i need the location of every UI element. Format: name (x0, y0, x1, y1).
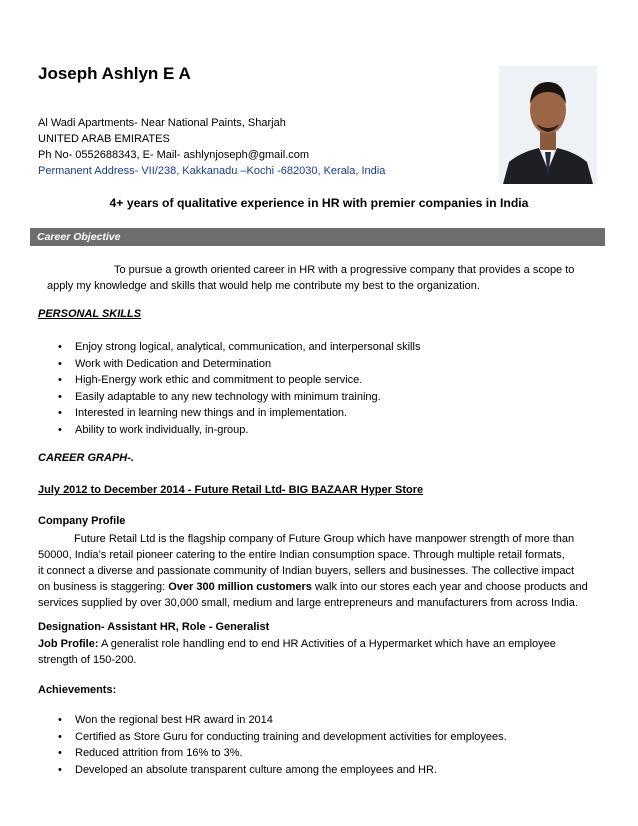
objective-line-1: To pursue a growth oriented career in HR with a progressive company that provides a scope to (114, 264, 575, 276)
company-profile-line-5: services supplied by over 30,000 small, medium and large entrepreneurs and manufacturers from across India. (38, 597, 578, 609)
candidate-name: Joseph Ashlyn E A (38, 64, 191, 83)
list-item: • Ability to work individually, in-group. (58, 422, 420, 439)
contact-line: Ph No- 0552688343, E- Mail- ashlynjoseph@gmail.com (38, 149, 310, 161)
list-item: • Interested in learning new things and in implementation. (58, 405, 420, 422)
company-profile-line-2: 50000, India’s retail pioneer catering to the entire Indian consumption space. Through multiple retail formats, (38, 549, 565, 561)
list-item: • Easily adaptable to any new technology with minimum training. (58, 389, 420, 406)
achievements-list (58, 712, 507, 778)
customers-highlight: Over 300 million customers (168, 581, 312, 593)
experience-tagline: 4+ years of qualitative experience in HR with premier companies in India (109, 196, 529, 210)
list-item: • Won the regional best HR award in 2014 (58, 712, 507, 729)
list-item: • Reduced attrition from 16% to 3%. (58, 745, 507, 762)
permanent-address: Permanent Address- VII/238, Kakkanadu –Kochi -682030, Kerala, India (38, 165, 386, 177)
company-profile-line-3: it connect a diverse and passionate community of Indian buyers, sellers and businesses. The collective impact (38, 565, 575, 577)
list-item: • Certified as Store Guru for conducting training and development activities for employees. (58, 729, 507, 746)
job-profile-line-1: Job Profile: A generalist role handling end to end HR Activities of a Hypermarket which have an employee (38, 638, 556, 650)
bullet-icon: • (58, 357, 62, 370)
list-item: • Enjoy strong logical, analytical, communication, and interpersonal skills (58, 339, 420, 356)
company-profile-line-1: Future Retail Ltd is the flagship company of Future Group which have manpower strength of more than (74, 533, 575, 545)
bullet-icon: • (58, 423, 62, 436)
list-item: • Developed an absolute transparent culture among the employees and HR. (58, 762, 507, 779)
profile-photo (499, 66, 597, 184)
bullet-icon: • (58, 374, 62, 386)
personal-skills-heading: PERSONAL SKILLS (38, 308, 142, 320)
company-profile-heading: Company Profile (38, 515, 126, 527)
personal-skills-list (58, 339, 420, 438)
achievements-heading: Achievements: (38, 684, 117, 696)
address-line-2: UNITED ARAB EMIRATES (38, 133, 170, 145)
bullet-icon: • (58, 747, 62, 759)
job-profile-line-2: strength of 150-200. (38, 654, 137, 666)
career-objective-header: Career Objective (30, 228, 605, 246)
bullet-icon: • (58, 341, 62, 353)
bullet-icon: • (58, 714, 62, 726)
job-heading: July 2012 to December 2014 - Future Retail Ltd- BIG BAZAAR Hyper Store (38, 484, 424, 496)
bullet-icon: • (58, 390, 62, 403)
bullet-icon: • (58, 763, 62, 776)
objective-line-2: apply my knowledge and skills that would help me contribute my best to the organization. (47, 280, 480, 292)
list-item: • High-Energy work ethic and commitment to people service. (58, 372, 420, 389)
bullet-icon: • (58, 730, 62, 743)
career-graph-heading: CAREER GRAPH-. (38, 452, 134, 464)
company-profile-line-4: on business is staggering: Over 300 million customers walk into our stores each year and choose products and (38, 581, 588, 593)
designation: Designation- Assistant HR, Role - Generalist (38, 621, 270, 633)
address-line-1: Al Wadi Apartments- Near National Paints, Sharjah (38, 117, 286, 129)
bullet-icon: • (58, 407, 62, 419)
list-item: • Work with Dedication and Determination (58, 356, 420, 373)
